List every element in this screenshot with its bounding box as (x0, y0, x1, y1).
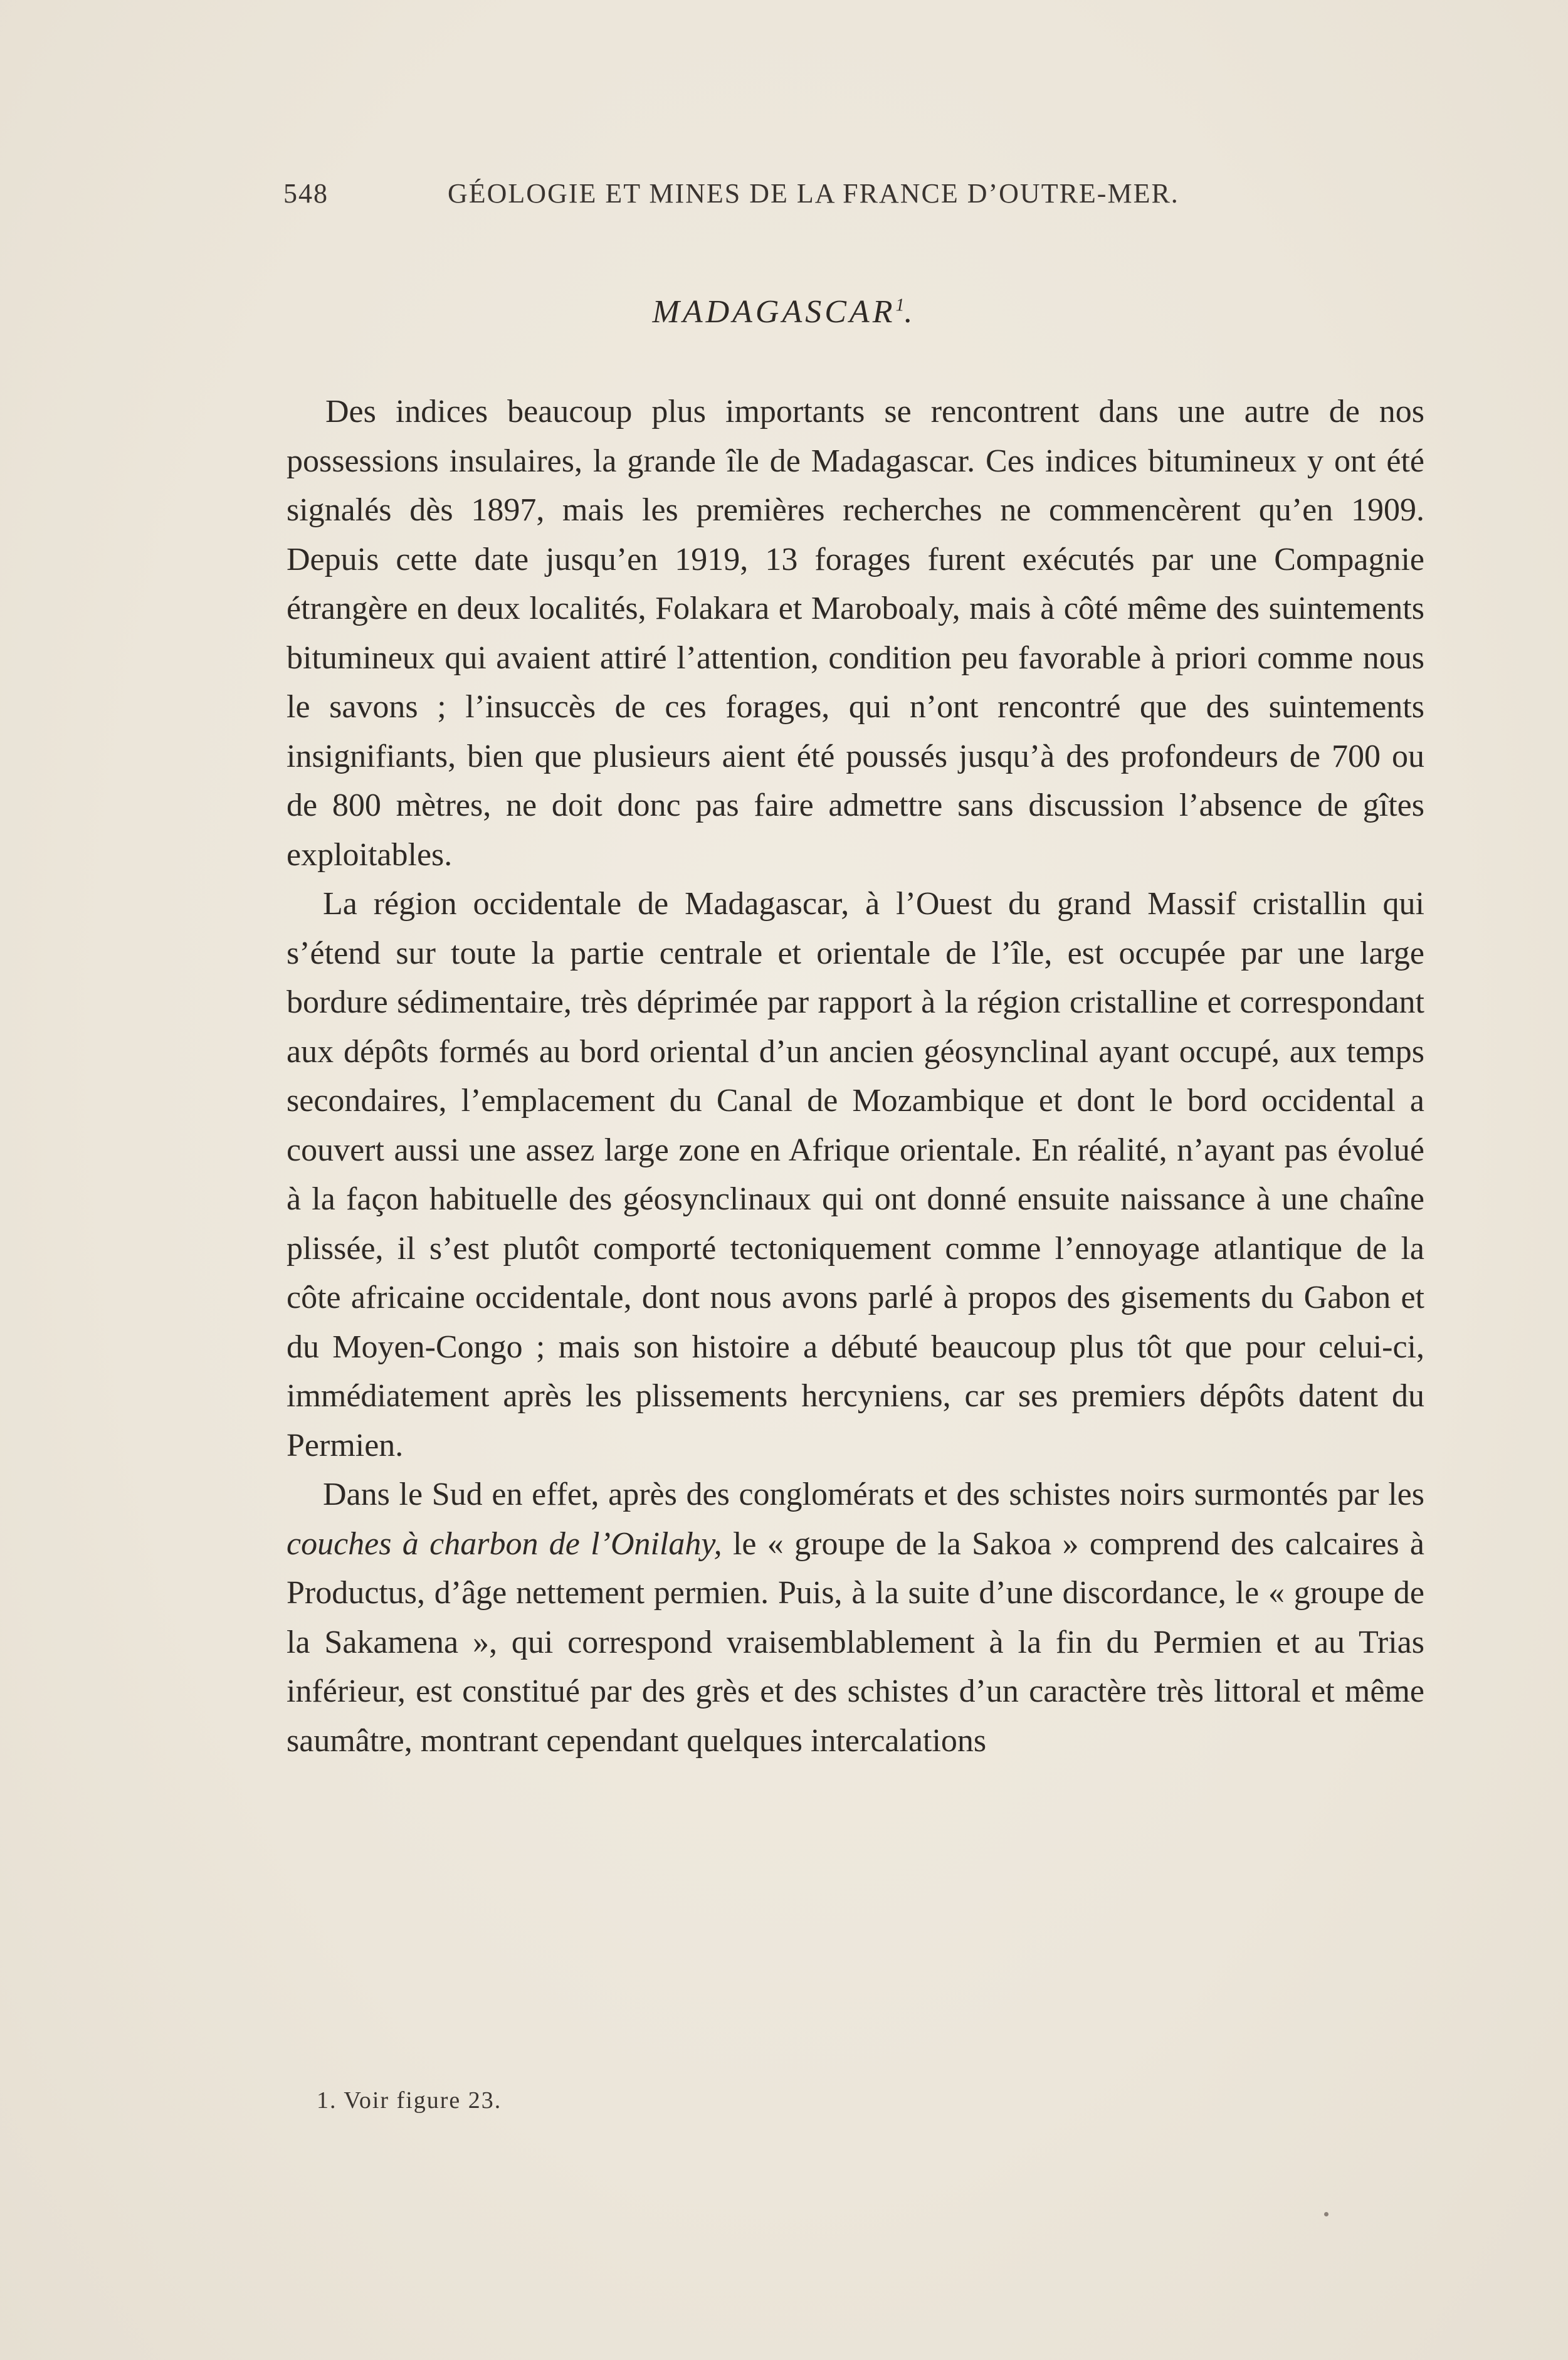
paragraph-3-italic-phrase: couches à charbon de l’Onilahy, (287, 1525, 722, 1562)
paragraph-1: Des indices beaucoup plus importants se rencontrent dans une autre de nos possessions insulaires, la grande île de Madagascar. Ces indices bitumineux y ont été signalés dès 1897, mais les premières recherches ne commencèrent qu’en 1909. Depuis cette date jusqu’en 1919, 13 forages furent exécutés par une Compagnie étrangère en deux localités, Folakara et Maroboaly, mais à côté même des suintements bitumineux qui avaient attiré l’attention, condition peu favorable à priori comme nous le savons ; l’insuccès de ces forages, qui n’ont rencontré que des suintements insignifiants, bien que plusieurs aient été poussés jusqu’à des profondeurs de 700 ou de 800 mètres, ne doit donc pas faire admettre sans discussion l’absence de gîtes exploitables. (287, 394, 1424, 873)
footnote-reference[interactable]: 1 (895, 295, 905, 315)
footnote: 1. Voir figure 23. (317, 2087, 502, 2114)
paper-speck (1324, 2212, 1329, 2216)
section-title-text: MADAGASCAR (652, 294, 896, 330)
paragraph-3 (287, 1470, 1424, 1766)
paragraph-3-part-1: Dans le Sud en effet, après des conglomérats et des schistes noirs surmontés par les (323, 1477, 1424, 1512)
body-text (287, 387, 1424, 1766)
paragraph-3-part-2: le « groupe de la Sakoa » comprend des calcaires à Productus, d’âge nettement permien. Puis, à la suite d’une discordance, le « groupe de la Sakamena », qui correspond vraisemblablement à la fin du Permien et au Trias inférieur, est constitué par des grès et des schistes d’un caractère très littoral et même saumâtre, montrant cependant quelques intercalations (287, 1525, 1424, 1759)
section-title (0, 293, 1568, 330)
page-number: 548 (283, 178, 329, 209)
section-title-period: . (904, 294, 916, 330)
paragraph-2: La région occidentale de Madagascar, à l’Ouest du grand Massif cristallin qui s’étend sur toute la partie centrale et orientale de l’île, est occupée par une large bordure sédimentaire, très déprimée par rapport à la région cristalline et correspondant aux dépôts formés au bord oriental d’un ancien géosynclinal ayant occupé, aux temps secondaires, l’emplacement du Canal de Mozambique et dont le bord occidental a couvert aussi une assez large zone en Afrique orientale. En réalité, n’ayant pas évolué à la façon habituelle des géosynclinaux qui ont donné ensuite naissance à une chaîne plissée, il s’est plutôt comporté tectoniquement comme l’ennoyage atlantique de la côte africaine occidentale, dont nous avons parlé à propos des gisements du Gabon et du Moyen-Congo ; mais son histoire a débuté beaucoup plus tôt que pour celui-ci, immédiatement après les plissements hercyniens, car ses premiers dépôts datent du Permien. (287, 886, 1424, 1463)
running-head (283, 177, 1249, 215)
running-title: GÉOLOGIE ET MINES DE LA FRANCE D’OUTRE-MER. (448, 178, 1179, 209)
